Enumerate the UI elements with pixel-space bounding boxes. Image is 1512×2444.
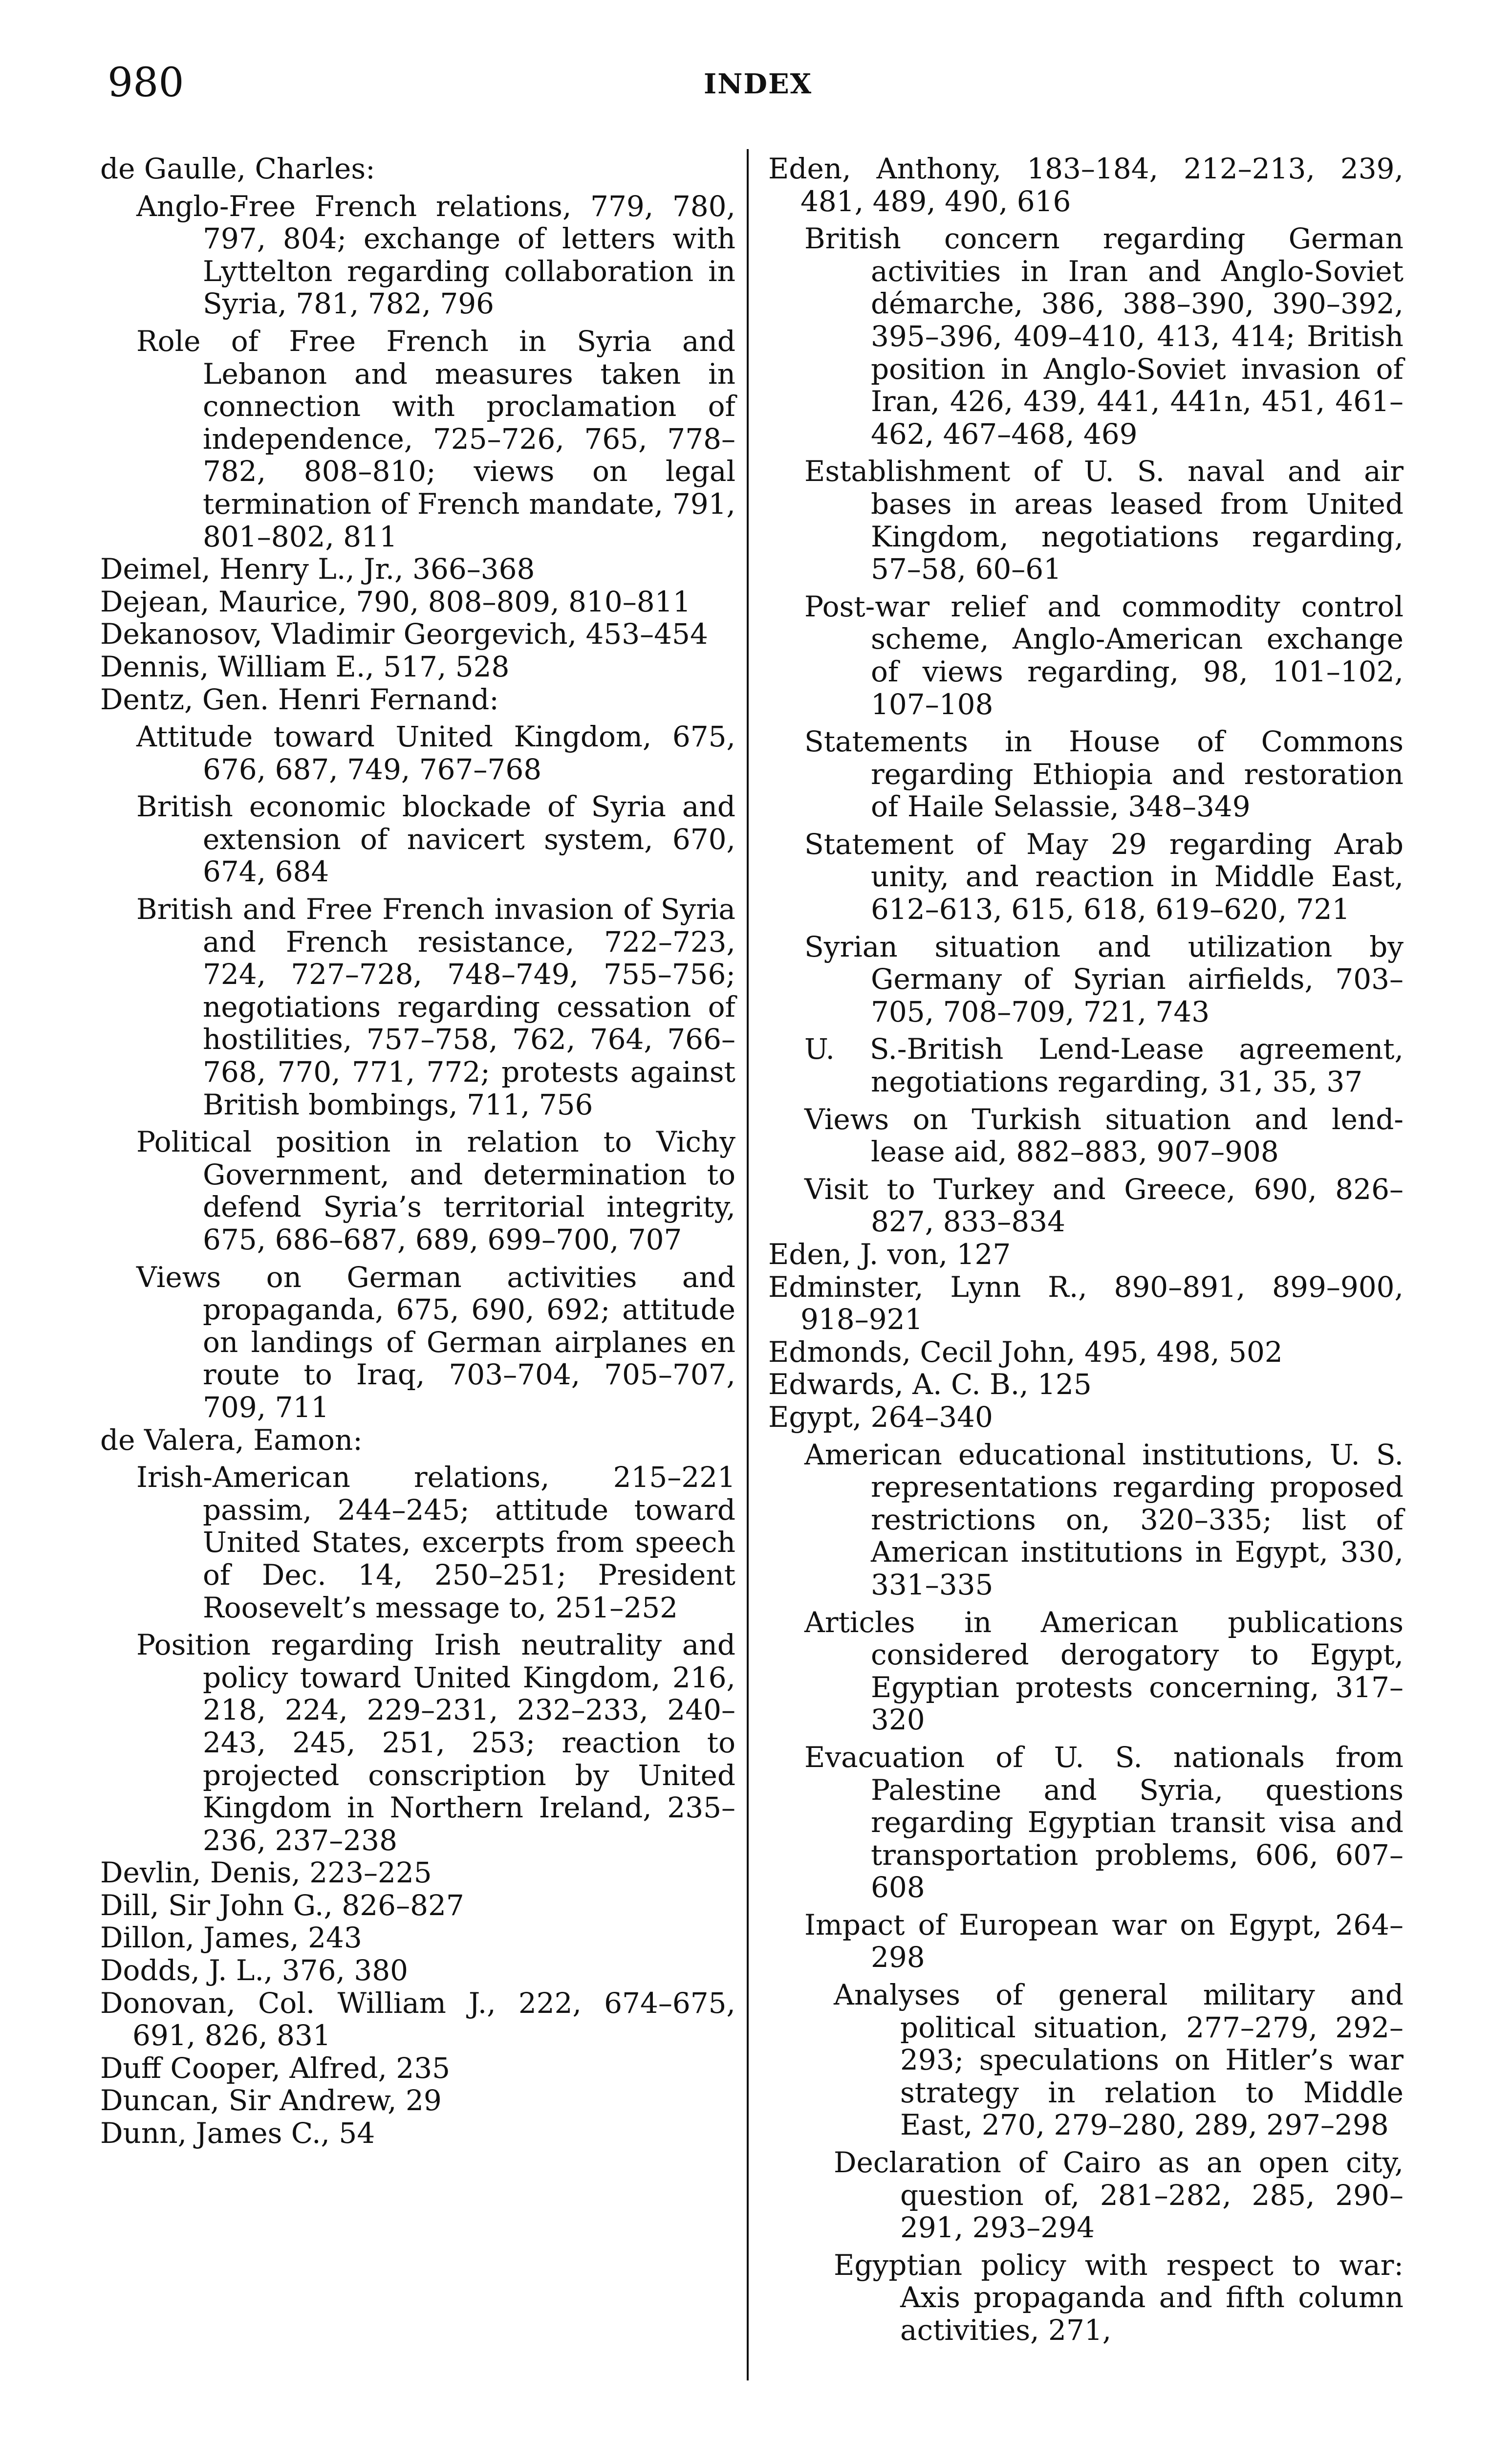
index-column-left — [100, 153, 735, 2150]
index-heading: Edminster, Lynn R., 890–891, 899–900, 918–921 — [768, 1270, 1404, 1336]
index-heading: Eden, J. von, 127 — [768, 1238, 1011, 1271]
index-subentry: Role of Free French in Syria and Lebanon and measures taken in connection with proclamation of independence, 725–726, 765, 778–782, 808–810; views on legal termination of French mandate, 791, 801–802, 811 — [136, 324, 735, 553]
index-subentry: Declaration of Cairo as an open city, question of, 281–282, 285, 290–291, 293–294 — [834, 2146, 1404, 2245]
index-subentry: Impact of European war on Egypt, 264–298 — [804, 1908, 1404, 1974]
index-subentry: Anglo-Free French relations, 779, 780, 797, 804; exchange of letters with Lyttelton regarding collaboration in Syria, 781, 782, 796 — [136, 189, 735, 321]
page-header — [108, 59, 1412, 117]
index-subentry: Statement of May 29 regarding Arab unity, and reaction in Middle East, 612–613, 615, 618, 619–620, 721 — [804, 827, 1404, 926]
index-subentry: Political position in relation to Vichy Government, and determination to defend Syria’s territorial integrity, 675, 686–687, 689, 699–700, 707 — [136, 1125, 735, 1256]
index-subentry: British economic blockade of Syria and extension of navicert system, 670, 674, 684 — [136, 790, 735, 889]
index-subentry: Statements in House of Commons regarding Ethiopia and restoration of Haile Selassie, 348–349 — [804, 725, 1404, 824]
index-subentry: Irish-American relations, 215–221 passim, 244–245; attitude toward United States, excerpts from speech of Dec. 14, 250–251; President Roosevelt’s message to, 251–252 — [136, 1461, 735, 1624]
index-heading: Duff Cooper, Alfred, 235 — [100, 2051, 451, 2085]
index-subentry: Views on German activities and propaganda, 675, 690, 692; attitude on landings of German airplanes en route to Iraq, 703–704, 705–707, 709, 711 — [136, 1260, 735, 1424]
index-heading: de Gaulle, Charles: — [100, 152, 375, 185]
index-subentry: British and Free French invasion of Syria and French resistance, 722–723, 724, 727–728, 748–749, 755–756; negotiations regarding cessation of hostilities, 757–758, 762, 764, 766–768, 770, 771, 772; protests against British bombings, 711, 756 — [136, 893, 735, 1121]
index-subentry: Analyses of general military and political situation, 277–279, 292–293; speculations on Hitler’s war strategy in relation to Middle East, 270, 279–280, 289, 297–298 — [834, 1978, 1404, 2142]
index-subentry: Views on Turkish situation and lend-lease aid, 882–883, 907–908 — [804, 1102, 1404, 1169]
index-subentry: British concern regarding German activities in Iran and Anglo-Soviet démarche, 386, 388–390, 390–392, 395–396, 409–410, 413, 414; British position in Anglo-Soviet invasion of Iran, 426, 439, 441, 441n, 451, 461–462, 467–468, 469 — [804, 222, 1404, 451]
index-heading: Devlin, Denis, 223–225 — [100, 1856, 432, 1890]
index-heading: Dillon, James, 243 — [100, 1921, 362, 1955]
index-heading: Dill, Sir John G., 826–827 — [100, 1888, 464, 1922]
index-subentry: U. S.-British Lend-Lease agreement, negotiations regarding, 31, 35, 37 — [804, 1032, 1404, 1099]
index-heading: Edmonds, Cecil John, 495, 498, 502 — [768, 1335, 1283, 1369]
index-heading: Egypt, 264–340 — [768, 1400, 993, 1434]
index-subentry: Post-war relief and commodity control scheme, Anglo-American exchange of views regarding, 98, 101–102, 107–108 — [804, 589, 1404, 721]
index-subentry: Attitude toward United Kingdom, 675, 676, 687, 749, 767–768 — [136, 720, 735, 786]
index-heading: Duncan, Sir Andrew, 29 — [100, 2084, 442, 2117]
index-heading: Dentz, Gen. Henri Fernand: — [100, 682, 499, 716]
index-column-right — [768, 153, 1404, 2347]
index-subentry: American educational institutions, U. S. representations regarding proposed restrictions on, 320–335; list of American institutions in Egypt, 330, 331–335 — [804, 1438, 1404, 1601]
index-subentry: Visit to Turkey and Greece, 690, 826–827, 833–834 — [804, 1172, 1404, 1239]
running-head: INDEX — [704, 68, 813, 100]
index-heading: Dunn, James C., 54 — [100, 2117, 375, 2150]
index-heading: Dodds, J. L., 376, 380 — [100, 1954, 409, 1987]
index-heading: Eden, Anthony, 183–184, 212–213, 239, 481, 489, 490, 616 — [768, 152, 1404, 218]
index-heading: Dennis, William E., 517, 528 — [100, 650, 510, 683]
index-heading: Deimel, Henry L., Jr., 366–368 — [100, 552, 535, 586]
column-divider — [747, 149, 749, 2380]
index-heading: Dekanosov, Vladimir Georgevich, 453–454 — [100, 617, 708, 651]
index-heading: Donovan, Col. William J., 222, 674–675, 691, 826, 831 — [100, 1986, 735, 2052]
index-heading: de Valera, Eamon: — [100, 1423, 363, 1457]
index-subentry: Evacuation of U. S. nationals from Palestine and Syria, questions regarding Egyptian transit visa and transportation problems, 606, 607–608 — [804, 1740, 1404, 1904]
index-subentry: Syrian situation and utilization by Germany of Syrian airfields, 703–705, 708–709, 721, 743 — [804, 930, 1404, 1028]
index-heading: Dejean, Maurice, 790, 808–809, 810–811 — [100, 585, 691, 618]
index-subentry: Egyptian policy with respect to war: Axis propaganda and fifth column activities, 271, — [834, 2248, 1404, 2347]
index-subentry: Establishment of U. S. naval and air bases in areas leased from United Kingdom, negotiations regarding, 57–58, 60–61 — [804, 455, 1404, 586]
index-heading: Edwards, A. C. B., 125 — [768, 1368, 1092, 1401]
page-number: 980 — [108, 60, 184, 106]
index-subentry: Articles in American publications considered derogatory to Egypt, Egyptian protests concerning, 317–320 — [804, 1605, 1404, 1737]
index-subentry: Position regarding Irish neutrality and policy toward United Kingdom, 216, 218, 224, 229–231, 232–233, 240–243, 245, 251, 253; reaction to projected conscription by United Kingdom in Northern Ireland, 235–236, 237–238 — [136, 1628, 735, 1857]
